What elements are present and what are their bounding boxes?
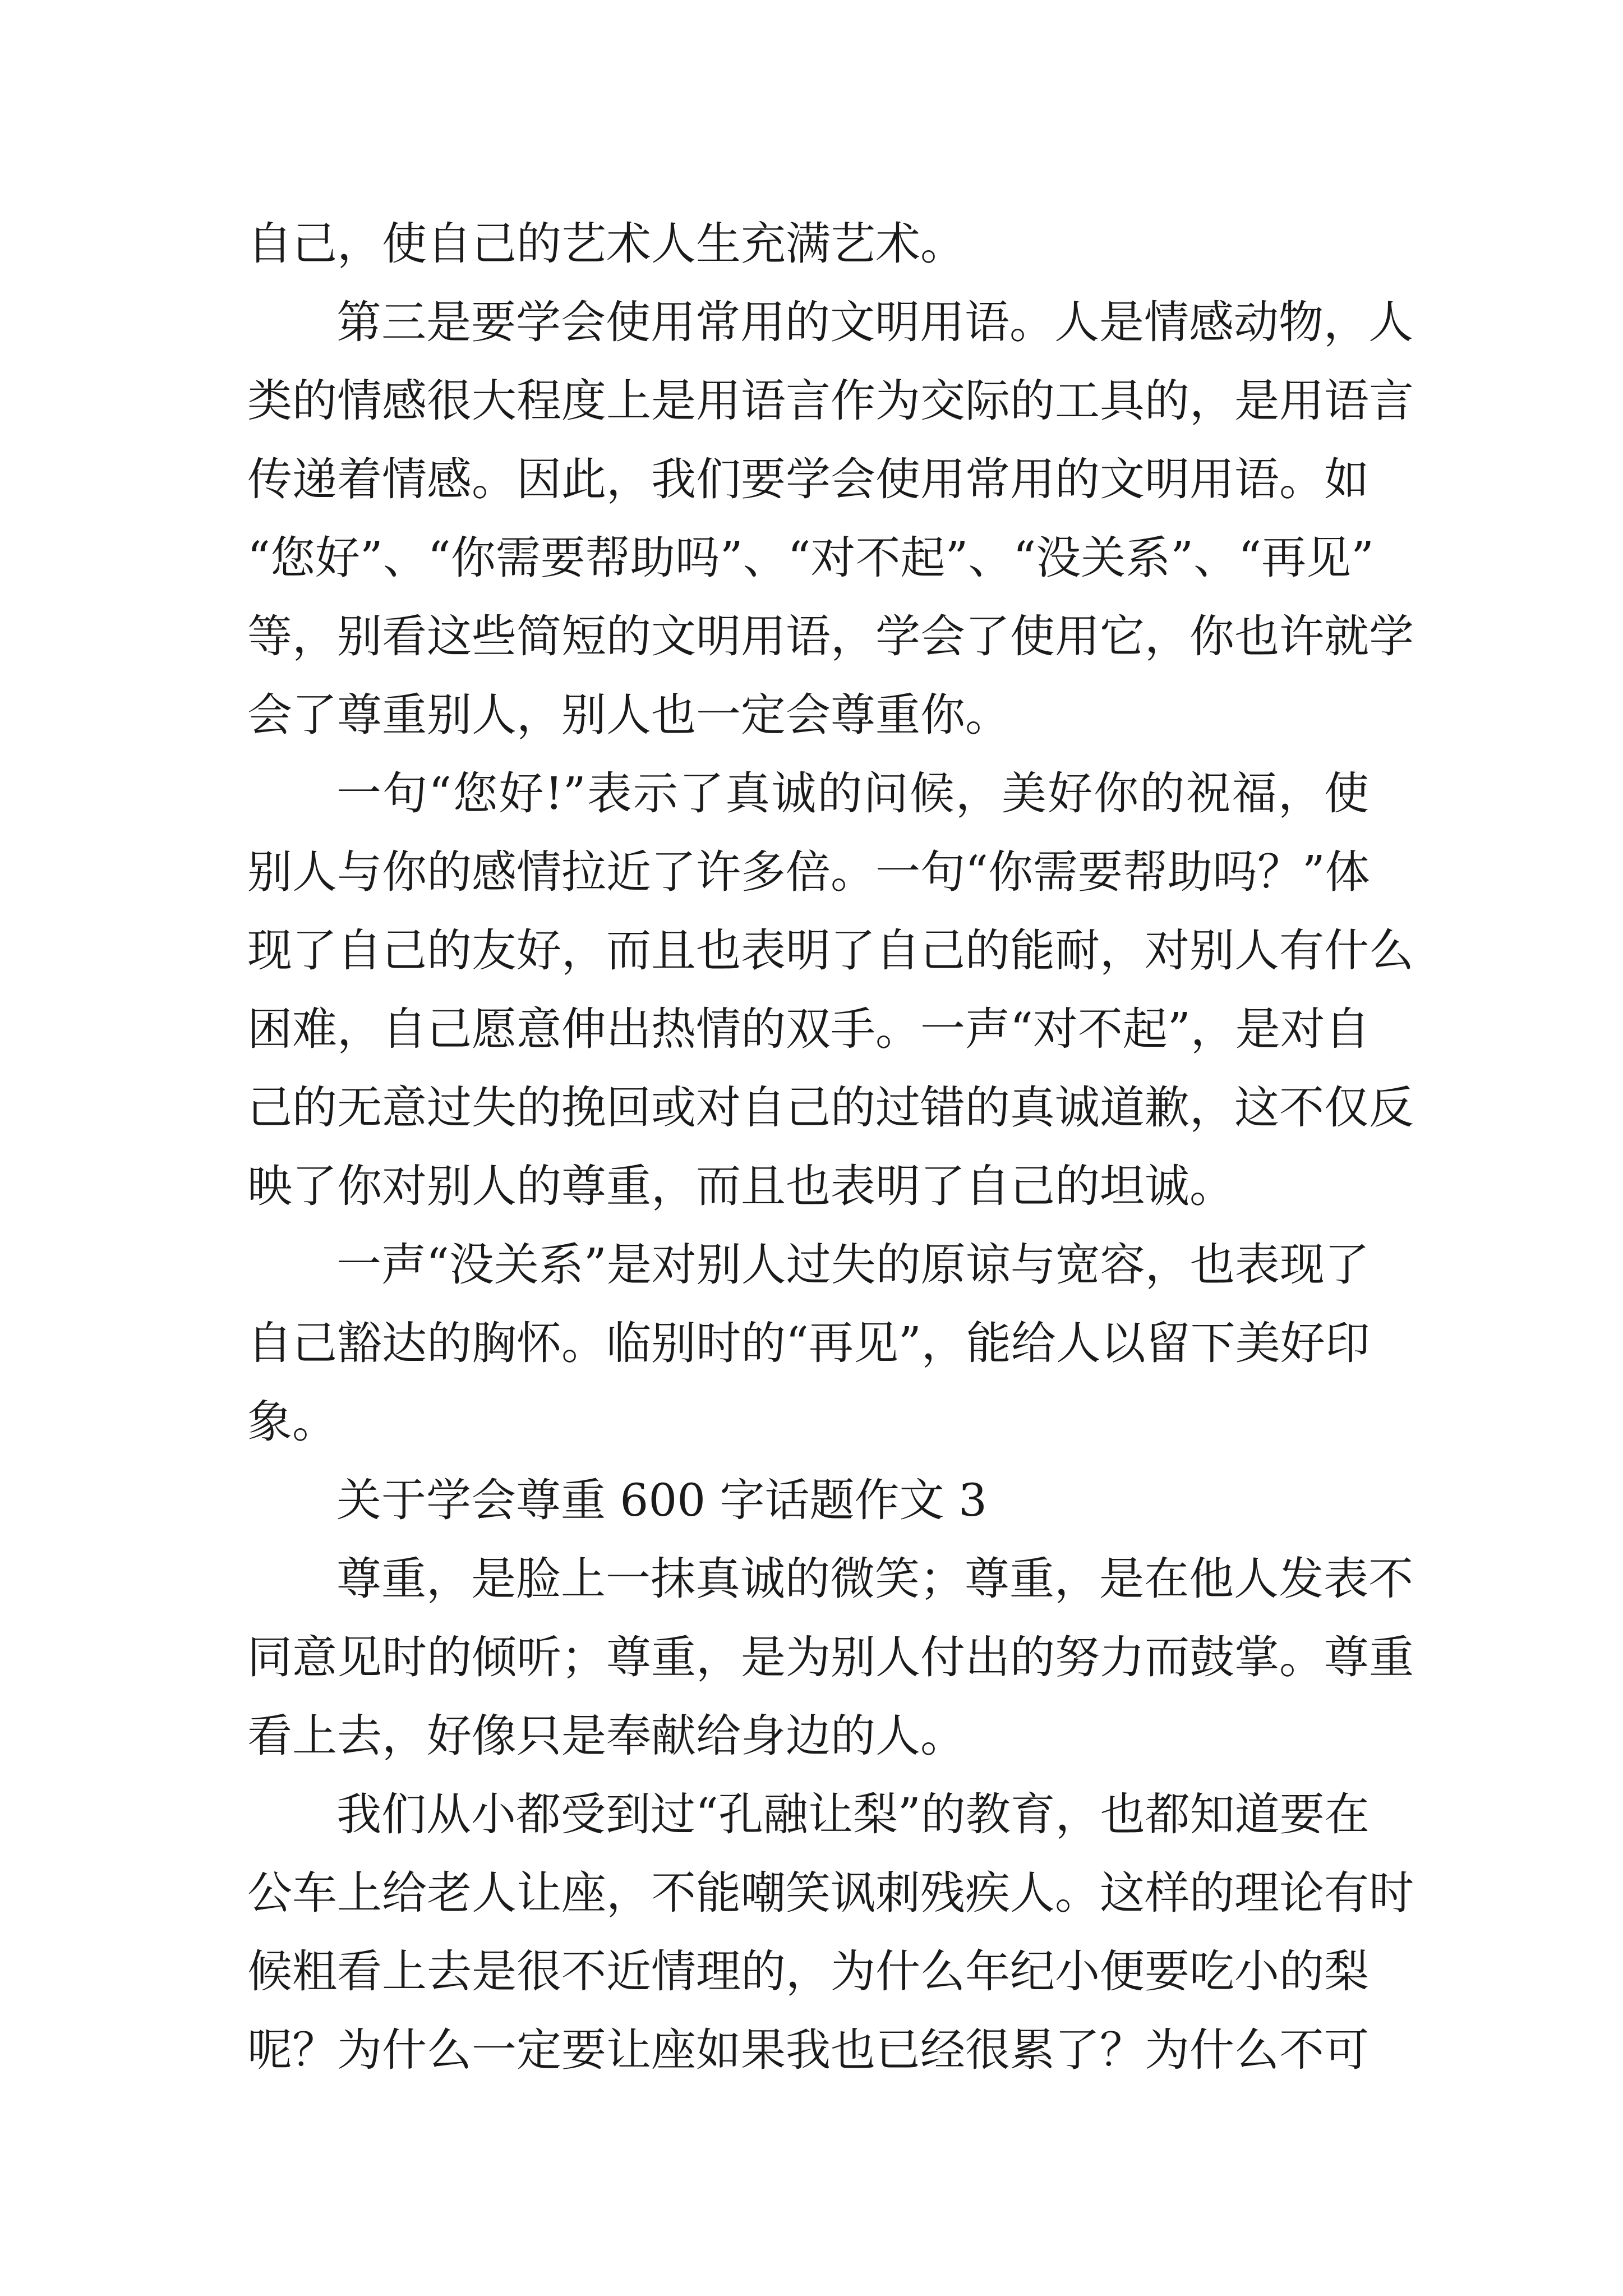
text-line-content: 呢？为什么一定要让座如果我也已经很累了？为什么不可 (247, 2024, 1369, 2076)
text-line-content: 等，别看这些简短的文明用语，学会了使用它，你也许就学 (247, 610, 1414, 662)
text-line (0, 1548, 1623, 1638)
text-line-content: 我们从小都受到过“孔融让梨”的教育，也都知道要在 (336, 1788, 1370, 1841)
text-line (0, 1391, 1623, 1481)
text-line-content: 类的情感很大程度上是用语言作为交际的工具的，是用语言 (247, 375, 1414, 427)
text-line (0, 449, 1623, 539)
section-heading-text: 关于学会尊重 600 字话题作文 3 (336, 1474, 987, 1526)
text-line (0, 213, 1623, 303)
text-line-content: 传递着情感。因此，我们要学会使用常用的文明用语。如 (247, 453, 1369, 505)
text-line (0, 527, 1623, 617)
text-line-content: 会了尊重别人，别人也一定会尊重你。 (247, 689, 1010, 741)
text-line-content: 候粗看上去是很不近情理的，为什么年纪小便要吃小的梨 (247, 1945, 1369, 1998)
text-line-content: 尊重，是脸上一抹真诚的微笑；尊重，是在他人发表不 (336, 1553, 1413, 1605)
text-line (0, 999, 1623, 1088)
text-line-content: 己的无意过失的挽回或对自己的过错的真诚道歉，这不仅反 (247, 1082, 1414, 1134)
text-line (0, 1627, 1623, 1717)
text-line-content: 同意见时的倾听；尊重，是为别人付出的努力而鼓掌。尊重 (247, 1631, 1414, 1683)
text-line (0, 1077, 1623, 1167)
text-line (0, 763, 1623, 853)
text-line (0, 370, 1623, 460)
text-line (0, 920, 1623, 1010)
text-line (0, 1784, 1623, 1874)
text-line (0, 1705, 1623, 1795)
text-line (0, 1234, 1623, 1324)
text-line (0, 841, 1623, 931)
text-line-content: 现了自己的友好，而且也表明了自己的能耐，对别人有什么 (247, 924, 1414, 977)
text-line-content: 映了你对别人的尊重，而且也表明了自己的坦诚。 (247, 1160, 1234, 1212)
text-line (0, 1313, 1623, 1402)
text-line-content: 困难，自己愿意伸出热情的双手。一声“对不起”，是对自 (247, 1003, 1370, 1055)
text-line-content: “您好”、“你需要帮助吗”、“对不起”、“没关系”、“再见” (247, 532, 1374, 584)
text-line-content: 公车上给老人让座，不能嘲笑讽刺残疾人。这样的理论有时 (247, 1867, 1414, 1919)
text-line (0, 684, 1623, 774)
text-line (0, 1156, 1623, 1245)
text-line-content: 一声“没关系”是对别人过失的原谅与宽容，也表现了 (336, 1239, 1370, 1291)
text-line-content: 自己豁达的胸怀。临别时的“再见”，能给人以留下美好印 (247, 1317, 1370, 1369)
text-line (0, 2019, 1623, 2109)
text-line (0, 606, 1623, 696)
text-line (0, 292, 1623, 381)
text-line (0, 1862, 1623, 1952)
text-line-content: 象。 (247, 1396, 337, 1448)
text-line-content: 第三是要学会使用常用的文明用语。人是情感动物，人 (336, 296, 1413, 348)
text-line-content: 别人与你的感情拉近了许多倍。一句“你需要帮助吗？”体 (247, 846, 1370, 898)
text-line-content: 看上去，好像只是奉献给身边的人。 (247, 1710, 965, 1762)
section-heading (0, 1470, 1623, 1559)
text-line-content: 一句“您好!”表示了真诚的问候，美好你的祝福，使 (336, 767, 1369, 820)
text-line-content: 自己，使自己的艺术人生充满艺术。 (247, 218, 965, 270)
text-line (0, 1941, 1623, 2031)
